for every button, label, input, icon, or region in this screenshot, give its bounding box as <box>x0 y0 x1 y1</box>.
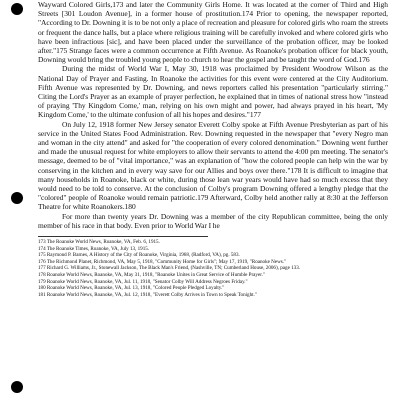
binder-hole-bottom <box>11 381 23 393</box>
document-page <box>38 0 388 298</box>
body-paragraph-3: On July 12, 1918 former New Jersey senator Everett Colby spoke at Fifth Avenue Presbyterian as part of his service in the United States Food Administration. Rev. Downing requested in the newspaper that "every Negro man and woman in the city attend" and asked for "the cooperation of every colored denomination." Downing went further and made the unusual request for white employers to allow their servants to attend the 4:00 pm meeting. The senator's message, deemed to be of "vital importance," was an explanation of "how the colored people can help win the war by conserving in the kitchen and in every way save for our Allies and boys over there."178 It is difficult to imagine that many households in Roanoke, black or white, during those lean war years would have had so much excess that they would need to be told to conserve. At the conclusion of Colby's program Downing offered a lengthy pledge that the "colored" people of Roanoke would remain patriotic.179 Afterward, Colby held another rally at 8:30 at the Jefferson Theatre for white Roanokers.180 <box>38 119 388 212</box>
body-paragraph-4: For more than twenty years Dr. Downing was a member of the city Republican committee, being the only member of his race in that body. Even prior to World War I he <box>38 211 388 230</box>
footnote-176: 176 The Richmond Planet, Richmond, VA, May 5, 1918, "Community Home for Girls"; May 17, 1919, "Roanoke News." <box>38 258 287 265</box>
binder-hole-middle <box>11 192 23 204</box>
footnote-180: 180 Roanoke World News, Roanoke, VA, Jul. 13, 1918, "Colored People Pledged Loyalty." <box>38 285 225 292</box>
footnote-179: 179 Roanoke World News, Roanoke, VA, Jul. 11, 1918, "Senator Colby Will Address Negroes Friday." <box>38 278 248 285</box>
body-paragraph-1: Wayward Colored Girls,173 and later the Community Girls Home. It was located at the corner of Third and High Streets [301 Loudon Avenue], in a former house of prostitution.174 Prior to opening, the newspaper reported, "According to Dr. Downing it is to be not only a place of recreation and pleasure for colored girls who roam the streets or frequent the dance halls, but a place where religious training will be carefully invoked and where colored girls who have been infractious [sic], and have been placed under the surveillance of the probation officer, may be looked after."175 Strange faces were a common occurrence at Fifth Avenue. As Roanoke's probation officer for black youth, Downing would bring the troubled young people to church to hear the gospel and be taught the word of God.176 <box>38 0 388 65</box>
binder-hole-top <box>11 3 23 15</box>
body-paragraph-2: During the midst of World War I, May 30, 1918 was proclaimed by President Woodrow Wilson as the National Day of Prayer and Fasting. In Roanoke the activities for this event were centered at the City Auditorium. Fifth Avenue was represented by Dr. Downing, and news reporters called his presentation "particularly stirring." Citing the Lord's Prayer as an example of prayer perfection, he explained that in times of national stress how "instead of praying 'Thy Kingdom Come,' man, relying on his own might and power, had always prayed in his heart, 'My Kingdom Come,' to the ultimate confusion of all his hopes and desires."177 <box>38 64 388 120</box>
footnote-181: 181 Roanoke World News, Roanoke, VA, Jul. 12, 1918, "Everett Colby Arrives in Town to Speak Tonight." <box>38 291 257 298</box>
footnote-174: 174 The Roanoke Times, Roanoke, VA, July 13, 1915. <box>38 245 150 252</box>
footnote-divider <box>38 236 208 237</box>
footnote-175: 175 Raymond P. Barnes, A History of the City of Roanoke, Virginia, 1968, (Radford, VA), pg. 583. <box>38 252 240 259</box>
footnote-177: 177 Richard G. Williams, Jr., Stonewall Jackson, The Black Man's Friend, (Nashville, TN; Cumberland House, 2006), page 133. <box>38 265 301 272</box>
footnote-173: 173 The Roanoke World News, Roanoke, VA, Feb. 6, 1915. <box>38 239 160 246</box>
footnote-178: 178 Roanoke World News, Roanoke, VA, May 31, 1918, "Roanoke Unites in Great Service of Humble Prayer." <box>38 272 265 279</box>
